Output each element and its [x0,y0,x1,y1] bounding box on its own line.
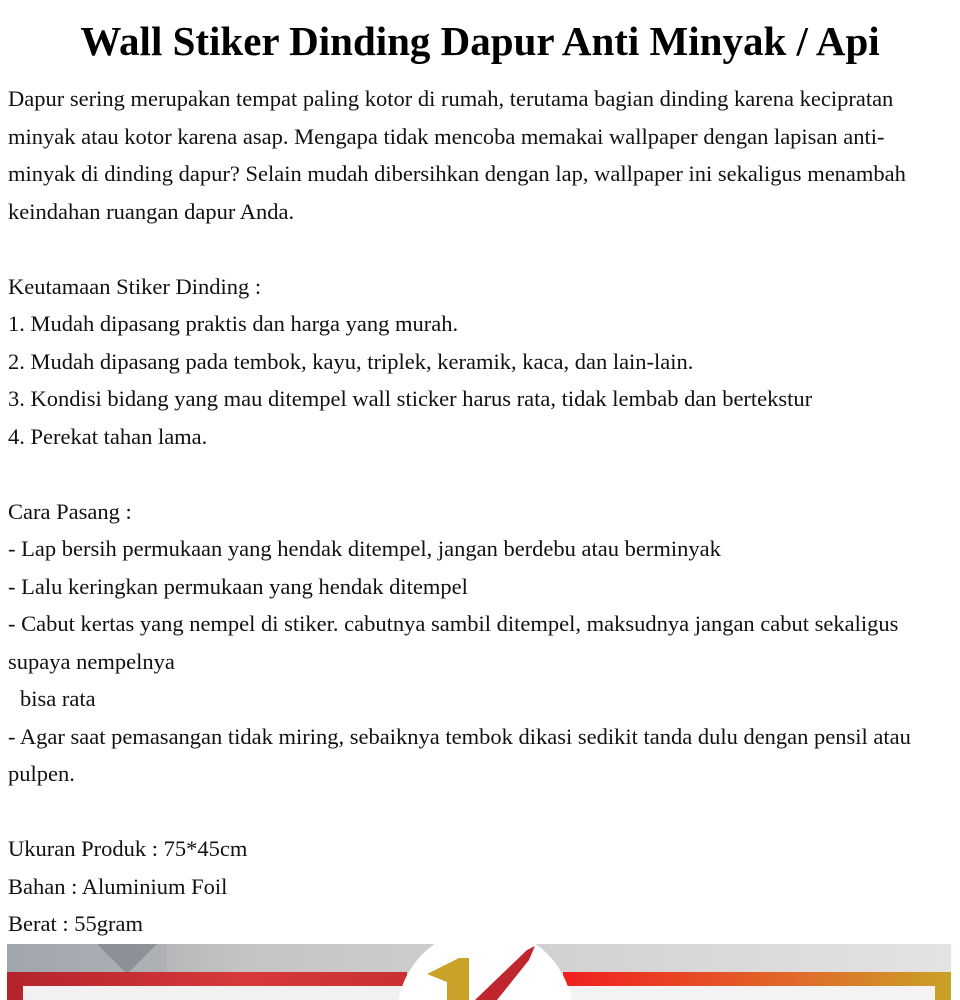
product-banner-image [7,944,951,1000]
install-step: - Cabut kertas yang nempel di stiker. cabutnya sambil ditempel, maksudnya jangan cabut sekaligus supaya nempelnya [8,611,899,674]
install-step: - Lap bersih permukaan yang hendak ditempel, jangan berdebu atau berminyak [8,536,721,561]
spacer [8,455,948,493]
feature-item: 2. Mudah dipasang pada tembok, kayu, triplek, keramik, kaca, dan lain-lain. [8,348,694,374]
install-heading: Cara Pasang : [8,498,132,524]
feature-item: 4. Perekat tahan lama. [8,423,208,449]
spec-weight: Berat : 55gram [8,911,143,936]
banner-graphic [7,944,951,1000]
page-title: Wall Stiker Dinding Dapur Anti Minyak / Api [80,18,880,64]
install-step-continued: bisa rata [20,686,96,711]
install-step: - Agar saat pemasangan tidak miring, sebaiknya tembok dikasi sedikit tanda dulu dengan pensil atau pulpen. [8,723,911,786]
spec-size: Ukuran Produk : 75*45cm [8,836,248,861]
spacer [8,793,948,831]
spec-material: Bahan : Aluminium Foil [8,873,228,899]
product-description [8,80,948,943]
feature-item: 3. Kondisi bidang yang mau ditempel wall sticker harus rata, tidak lembab dan bertekstur [8,386,813,411]
intro-paragraph: Dapur sering merupakan tempat paling kotor di rumah, terutama bagian dinding karena kecipratan minyak atau kotor karena asap. Mengapa tidak mencoba memakai wallpaper dengan lapisan anti-minyak di dinding dapur? Selain mudah dibersihkan dengan lap, wallpaper ini sekaligus menambah keindahan ruangan dapur Anda. [8,86,906,224]
spacer [8,230,948,268]
features-heading: Keutamaan Stiker Dinding : [8,273,262,299]
feature-item: 1. Mudah dipasang praktis dan harga yang murah. [8,311,459,336]
install-step: - Lalu keringkan permukaan yang hendak ditempel [8,573,468,599]
